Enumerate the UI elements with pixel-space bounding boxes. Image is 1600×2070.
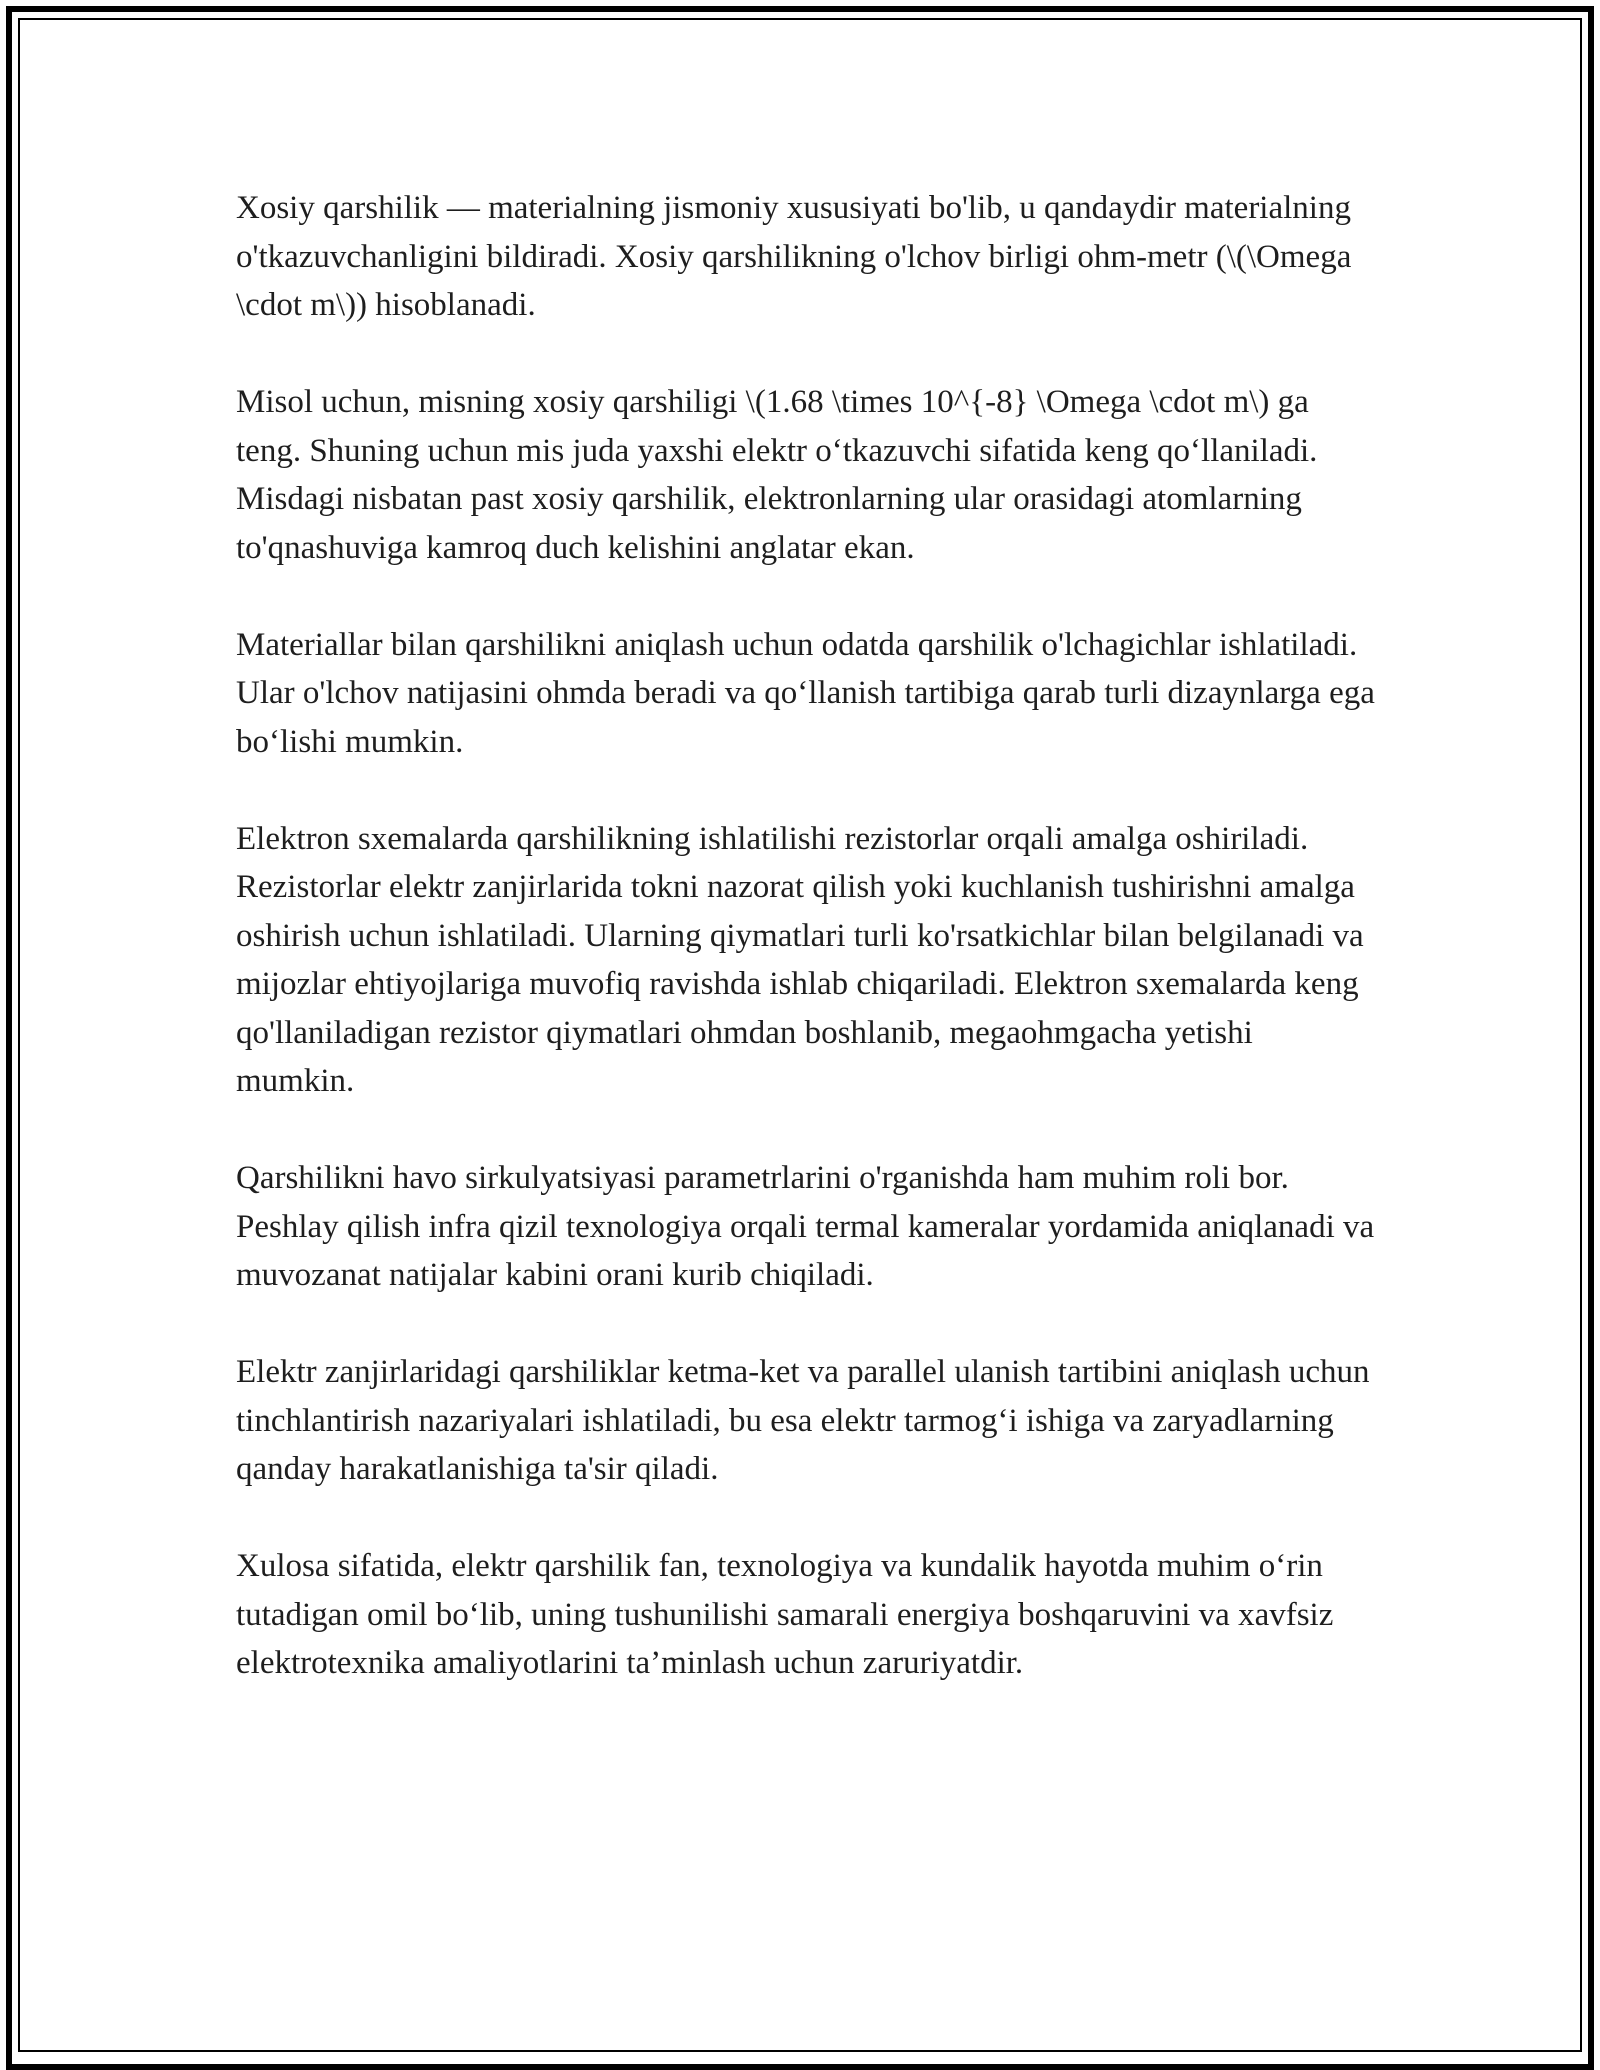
document-body [236, 184, 1376, 1688]
paragraph-conclusion: Xulosa sifatida, elektr qarshilik fan, texnologiya va kundalik hayotda muhim o‘rin tutadigan omil bo‘lib, uning tushunilishi samarali energiya boshqaruvini va xavfsiz elektrotexnika amaliyotlarini ta’minlash uchun zaruriyatdir. [236, 1548, 1334, 1681]
paragraph-resistors: Elektron sxemalarda qarshilikning ishlatilishi rezistorlar orqali amalga oshiriladi. Rezistorlar elektr zanjirlarida tokni nazorat qilish yoki kuchlanish tushirishni amalga oshirish uchun ishlatiladi. Ularning qiymatlari turli ko'rsatkichlar bilan belgilanadi va mijozlar ehtiyojlariga muvofiq ravishda ishlab chiqariladi. Elektron sxemalarda keng qo'llaniladigan rezistor qiymatlari ohmdan boshlanib, megaohmgacha yetishi mumkin. [236, 820, 1364, 1099]
paragraph-air-circulation: Qarshilikni havo sirkulyatsiyasi parametrlarini o'rganishda ham muhim roli bor. Peshlay qilish infra qizil texnologiya orqali termal kameralar yordamida aniqlanadi va muvozanat natijalar kabini orani kurib chiqiladi. [236, 1160, 1375, 1293]
paragraph-copper-example: Misol uchun, misning xosiy qarshiligi \(1.68 \times 10^{-8} \Omega \cdot m\) ga teng. Shuning uchun mis juda yaxshi elektr o‘tkazuvchi sifatida keng qo‘llaniladi. Misdagi nisbatan past xosiy qarshilik, elektronlarning ular orasidagi atomlarning to'qnashuviga kamroq duch kelishini anglatar ekan. [236, 384, 1318, 566]
paragraph-measurement: Materiallar bilan qarshilikni aniqlash uchun odatda qarshilik o'lchagichlar ishlatiladi. Ular o'lchov natijasini ohmda beradi va qo‘llanish tartibiga qarab turli dizaynlarga ega bo‘lishi mumkin. [236, 626, 1375, 760]
paragraph-resistivity-definition: Xosiy qarshilik — materialning jismoniy xususiyati bo'lib, u qandaydir materialning o'tkazuvchanligini bildiradi. Xosiy qarshilikning o'lchov birligi ohm-metr (\(\Omega \cdot m\)) hisoblanadi. [236, 190, 1352, 323]
paragraph-series-parallel: Elektr zanjirlaridagi qarshiliklar ketma-ket va parallel ulanish tartibini aniqlash uchun tinchlantirish nazariyalari ishlatiladi, bu esa elektr tarmog‘i ishiga va zaryadlarning qanday harakatlanishiga ta'sir qiladi. [236, 1354, 1370, 1487]
